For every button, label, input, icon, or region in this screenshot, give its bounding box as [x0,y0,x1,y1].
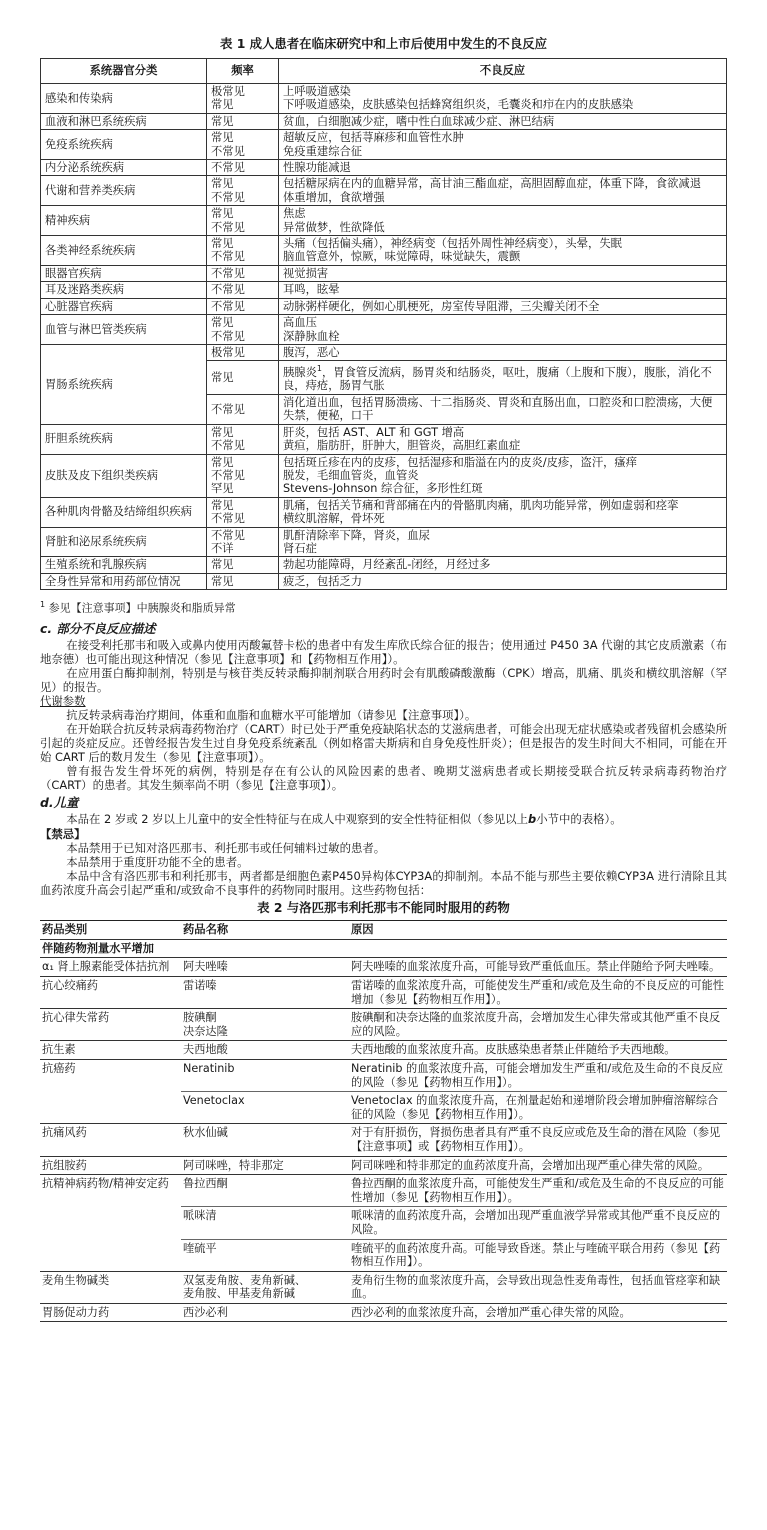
reason-cell: 麦角衍生物的血浆浓度升高，会导致出现急性麦角毒性，包括血管痉挛和缺血。 [349,1271,727,1303]
section-c-paragraph: 抗反转录病毒治疗期间，体重和血脂和血糖水平可能增加（请参见【注意事项】）。 [66,707,477,722]
reaction-cell: 肝炎，包括 AST、ALT 和 GGT 增高 黄疸，脂肪肝，肝肿大，胆管炎，高胆红素血症 [279,424,727,454]
contraindication-paragraph: 本品中含有洛匹那韦和利托那韦，两者都是细胞色素P450异构体CYP3A的抑制剂。本品不能与那些主要依赖CYP3A 进行清除且其血药浓度升高会引起严重和/或致命不良事件的药物同时服用。这些药物包括： [40,868,727,897]
table1-row [41,527,727,557]
table1-row [41,265,727,281]
table2-body [40,939,727,1322]
reaction-text-lead: 胰腺炎 [283,366,317,380]
reason-cell: 鲁拉西酮的血浆浓度升高，可能使发生严重和/或危及生命的不良反应的可能性增加（参见【药物相互作用】）。 [349,1175,727,1207]
table2-row [40,977,727,1009]
organ-class-cell: 免疫系统疾病 [41,130,207,160]
frequency-cell: 不常见 不详 [207,527,279,557]
reason-cell: 西沙必利的血浆浓度升高，会增加严重心律失常的风险。 [349,1303,727,1322]
organ-class-cell: 血管与淋巴管类疾病 [41,315,207,345]
header-reaction: 不良反应 [279,59,727,84]
table1-row [41,557,727,573]
organ-class-cell: 代谢和营养类疾病 [41,176,207,206]
reaction-cell: 超敏反应，包括荨麻疹和血管性水肿 免疫重建综合征 [279,130,727,160]
drug-class-cell: 抗生素 [40,1041,181,1060]
reason-cell: 喹硫平的血药浓度升高。可能导致昏迷。禁止与喹硫平联合用药（参见【药物相互作用】）。 [349,1239,727,1271]
organ-class-cell: 内分泌系统疾病 [41,160,207,176]
table1-body [41,84,727,590]
table1-row [41,315,727,345]
table1-row [41,236,727,266]
drug-name-cell: 西沙必利 [181,1303,349,1322]
frequency-cell: 常见 [207,361,279,395]
table1-row [41,497,727,527]
table1-row [41,344,727,360]
table1-row [41,176,727,206]
frequency-cell: 不常见 [207,160,279,176]
reason-cell: 夫西地酸的血浆浓度升高。皮肤感染患者禁止伴随给予夫西地酸。 [349,1041,727,1060]
frequency-cell: 常见 不常见 [207,130,279,160]
adverse-reactions-table [40,58,727,590]
reaction-cell: 耳鸣，眩晕 [279,282,727,298]
section-c-paragraph: 在接受利托那韦和吸入或鼻内使用丙酸氟替卡松的患者中有发生库欣氏综合征的报告；使用通过 P450 3A 代谢的其它皮质激素（布地奈德）也可能出现这种情况（参见【注意事项】和【药物相互作用】）。 [40,637,727,666]
organ-class-cell: 各种肌肉骨骼及结缔组织疾病 [41,497,207,527]
table2-row [40,1041,727,1060]
header-reason: 原因 [349,920,727,939]
reason-cell: 阿司咪唑和特非那定的血药浓度升高，会增加出现严重心律失常的风险。 [349,1156,727,1175]
header-drug-class: 药品类别 [40,920,181,939]
section-d-paragraph: 本品在 2 岁或 2 岁以上儿童中的安全性特征与在成人中观察到的安全性特征相似（参见以上b小节中的表格）。 [66,811,622,826]
table1-row [41,130,727,160]
table1-row [41,282,727,298]
reaction-cell [279,361,727,395]
organ-class-cell: 生殖系统和乳腺疾病 [41,557,207,573]
reason-cell: Venetoclax 的血浆浓度升高，在剂量起始和递增阶段会增加肿瘤溶解综合征的风险（参见【药物相互作用】）。 [349,1092,727,1124]
contraindications-heading: 【禁忌】 [40,826,86,841]
section-c-heading: c. 部分不良反应描述 [40,620,156,636]
frequency-cell: 不常见 [207,265,279,281]
table1-row [41,573,727,589]
table2-row [40,1271,727,1303]
reaction-cell: 性腺功能减退 [279,160,727,176]
reason-cell: 胺碘酮和决奈达隆的血浆浓度升高，会增加发生心律失常或其他严重不良反应的风险。 [349,1009,727,1041]
organ-class-cell: 精神疾病 [41,206,207,236]
drug-class-cell: 抗组胺药 [40,1156,181,1175]
table1-row [41,113,727,129]
table1-row [41,454,727,497]
drug-class-cell [40,1207,181,1239]
reaction-cell: 肌痛，包括关节痛和背部痛在内的骨骼肌肉痛，肌肉功能异常，例如虚弱和痉挛 横纹肌溶解，骨坏死 [279,497,727,527]
table1-row [41,84,727,114]
section-c-paragraph: 在应用蛋白酶抑制剂，特别是与核苷类反转录酶抑制剂联合用药时会有肌酸磷酸激酶（CPK）增高，肌痛、肌炎和横纹肌溶解（罕见）的报告。 [40,665,727,694]
contraindication-paragraph: 本品禁用于已知对洛匹那韦、利托那韦或任何辅料过敏的患者。 [66,840,386,855]
drug-class-cell: 抗精神病药物/精神安定药 [40,1175,181,1207]
table2-row [40,958,727,977]
table1-row [41,424,727,454]
reaction-cell: 焦虑 异常做梦，性欲降低 [279,206,727,236]
frequency-cell: 极常见 常见 [207,84,279,114]
frequency-cell: 不常见 [207,282,279,298]
reaction-cell: 头痛（包括偏头痛），神经病变（包括外周性神经病变），头晕，失眠 脑血管意外，惊厥，味觉障碍，味觉缺失，震颤 [279,236,727,266]
table2-header-row [40,920,727,939]
header-organ-class: 系统器官分类 [41,59,207,84]
reason-cell: 哌咪清的血药浓度升高，会增加出现严重血液学异常或其他严重不良反应的风险。 [349,1207,727,1239]
table2-row [40,1092,727,1124]
reason-cell: Neratinib 的血浆浓度升高，可能会增加发生严重和/或危及生命的不良反应的风险（参见【药物相互作用】）。 [349,1059,727,1091]
table1-row [41,206,727,236]
reaction-cell: 贫血，白细胞减少症，嗜中性白血球减少症、淋巴结病 [279,113,727,129]
drug-name-cell: Venetoclax [181,1092,349,1124]
drug-class-cell: 抗心律失常药 [40,1009,181,1041]
table2-row [40,1207,727,1239]
reaction-cell: 疲乏，包括乏力 [279,573,727,589]
organ-class-cell: 眼器官疾病 [41,265,207,281]
drug-name-cell: 秋水仙碱 [181,1124,349,1156]
header-frequency: 频率 [207,59,279,84]
metabolic-parameters-subheading: 代谢参数 [40,693,86,708]
organ-class-cell: 心脏器官疾病 [41,298,207,314]
table1-title: 表 1 成人患者在临床研究中和上市后使用中发生的不良反应 [219,36,547,51]
drug-name-cell: 夫西地酸 [181,1041,349,1060]
frequency-cell: 常见 [207,113,279,129]
organ-class-cell: 感染和传染病 [41,84,207,114]
frequency-cell: 常见 [207,573,279,589]
drug-name-cell: 阿夫唑嗪 [183,960,228,974]
reaction-cell: 上呼吸道感染 下呼吸道感染，皮肤感染包括蜂窝组织炎，毛囊炎和疖在内的皮肤感染 [279,84,727,114]
reaction-text: 腹泻，恶心 [283,345,340,359]
header-drug-name: 药品名称 [181,920,349,939]
frequency-cell: 不常见 [207,298,279,314]
reaction-cell: 包括糖尿病在内的血糖异常，高甘油三酯血症，高胆固醇血症，体重下降，食欲减退 体重增加，食欲增强 [279,176,727,206]
table1-row [41,298,727,314]
table2-row [40,1124,727,1156]
contraindicated-drugs-table [40,920,727,1323]
section-c-paragraph: 在开始联合抗反转录病毒药物治疗（CART）时已处于严重免疫缺陷状态的艾滋病患者，可能会出现无症状感染或者残留机会感染所引起的炎症反应。还曾经报告发生过自身免疫系统紊乱（例如格雷夫斯病和自身免疫性肝炎）；但是报告的发生时间大不相同，可能在开始 CART 后的数月发生（参见【注意事项】）。 [40,721,727,764]
frequency-cell: 极常见 [207,344,279,360]
drug-class-cell: 抗痛风药 [40,1124,181,1156]
reaction-cell [279,394,727,424]
drug-class-cell [40,1239,181,1271]
organ-class-cell: 肝胆系统疾病 [41,424,207,454]
group-label: 伴随药物剂量水平增加 [40,939,727,958]
drug-name-cell: 胺碘酮 决奈达隆 [181,1009,349,1041]
drug-name-cell: 鲁拉西酮 [181,1175,349,1207]
table2-row [40,1303,727,1322]
reaction-cell: 视觉损害 [279,265,727,281]
frequency-cell: 常见 不常见 [207,236,279,266]
organ-class-cell: 血液和淋巴系统疾病 [41,113,207,129]
drug-class-cell: 麦角生物碱类 [40,1271,181,1303]
frequency-cell: 不常见 [207,394,279,424]
frequency-cell: 常见 不常见 [207,206,279,236]
table2-group-row [40,939,727,958]
drug-name-cell: 喹硫平 [181,1239,349,1271]
drug-name-cell: 双氢麦角胺、麦角新碱、麦角胺、甲基麦角新碱 [181,1271,349,1303]
frequency-cell: 常见 不常见 [207,315,279,345]
frequency-cell: 常见 不常见 [207,176,279,206]
frequency-cell: 常见 不常见 罕见 [207,454,279,497]
reason-cell: 雷诺嗪的血浆浓度升高，可能使发生严重和/或危及生命的不良反应的可能性增加（参见【药物相互作用】）。 [349,977,727,1009]
reaction-cell: 动脉粥样硬化，例如心肌梗死，房室传导阻滞，三尖瓣关闭不全 [279,298,727,314]
table1-header-row [41,59,727,84]
table2-row [40,1239,727,1271]
drug-class-cell: 抗心绞痛药 [40,977,181,1009]
drug-class-cell: 抗癌药 [40,1059,181,1091]
organ-class-cell: 耳及迷路类疾病 [41,282,207,298]
table2-row [40,1059,727,1091]
footnote-text: 参见【注意事项】中胰腺炎和脂质异常 [48,601,236,615]
frequency-cell: 常见 不常见 [207,424,279,454]
drug-class-cell [40,1092,181,1124]
drug-class-cell: α₁ 肾上腺素能受体拮抗剂 [42,960,170,974]
reaction-text-rest: ，胃食管反流病，肠胃炎和结肠炎，呕吐，腹痛（上腹和下腹），腹胀，消化不良，痔疮，肠胃气胀 [283,366,712,393]
reaction-cell: 肌酐清除率下降，肾炎，血尿 肾石症 [279,527,727,557]
frequency-cell: 常见 不常见 [207,497,279,527]
drug-name-cell: 阿司咪唑，特非那定 [181,1156,349,1175]
section-c-paragraph: 曾有报告发生骨坏死的病例，特别是存在有公认的风险因素的患者、晚期艾滋病患者或长期接受联合抗反转录病毒药物治疗（CART）的患者。其发生频率尚不明（参见【注意事项】）。 [40,763,727,792]
reaction-cell: 勃起功能障碍，月经紊乱-闭经，月经过多 [279,557,727,573]
reaction-text: 消化道出血，包括胃肠溃疡、十二指肠炎、胃炎和直肠出血，口腔炎和口腔溃疡，大便失禁，便秘，口干 [283,395,713,423]
section-d-heading: d.儿童 [40,794,79,810]
reaction-cell [279,344,727,360]
frequency-cell: 常见 [207,557,279,573]
drug-name-cell: 雷诺嗪 [181,977,349,1009]
table2-row [40,1156,727,1175]
footnote: $^1$ 参见【注意事项】中胰腺炎和脂质异常 [40,600,236,615]
drug-class-cell: 胃肠促动力药 [40,1303,181,1322]
organ-class-cell: 各类神经系统疾病 [41,236,207,266]
organ-class-cell: 全身性异常和用药部位情况 [41,573,207,589]
organ-class-cell: 胃肠系统疾病 [41,344,207,424]
contraindication-paragraph: 本品禁用于重度肝功能不全的患者。 [66,854,249,869]
table2-title: 表 2 与洛匹那韦利托那韦不能同时服用的药物 [257,899,510,915]
table2-row [40,1175,727,1207]
table1-row [41,160,727,176]
reason-cell: 阿夫唑嗪的血浆浓度升高，可能导致严重低血压。禁止伴随给予阿夫唑嗪。 [351,960,721,974]
reaction-cell: 包括斑丘疹在内的皮疹，包括湿疹和脂溢在内的皮炎/皮疹，盗汗，瘙痒 脱发，毛细血管炎，血管炎 Stevens-Johnson 综合征，多形性红斑 [279,454,727,497]
drug-name-cell: Neratinib [181,1059,349,1091]
reason-cell: 对于有肝损伤，肾损伤患者具有严重不良反应或危及生命的潜在风险（参见【注意事项】或【药物相互作用】）。 [349,1124,727,1156]
table2-row [40,1009,727,1041]
organ-class-cell: 肾脏和泌尿系统疾病 [41,527,207,557]
reaction-cell: 高血压 深静脉血栓 [279,315,727,345]
drug-name-cell: 哌咪清 [181,1207,349,1239]
footnote-marker: 1 [316,364,322,374]
organ-class-cell: 皮肤及皮下组织类疾病 [41,454,207,497]
